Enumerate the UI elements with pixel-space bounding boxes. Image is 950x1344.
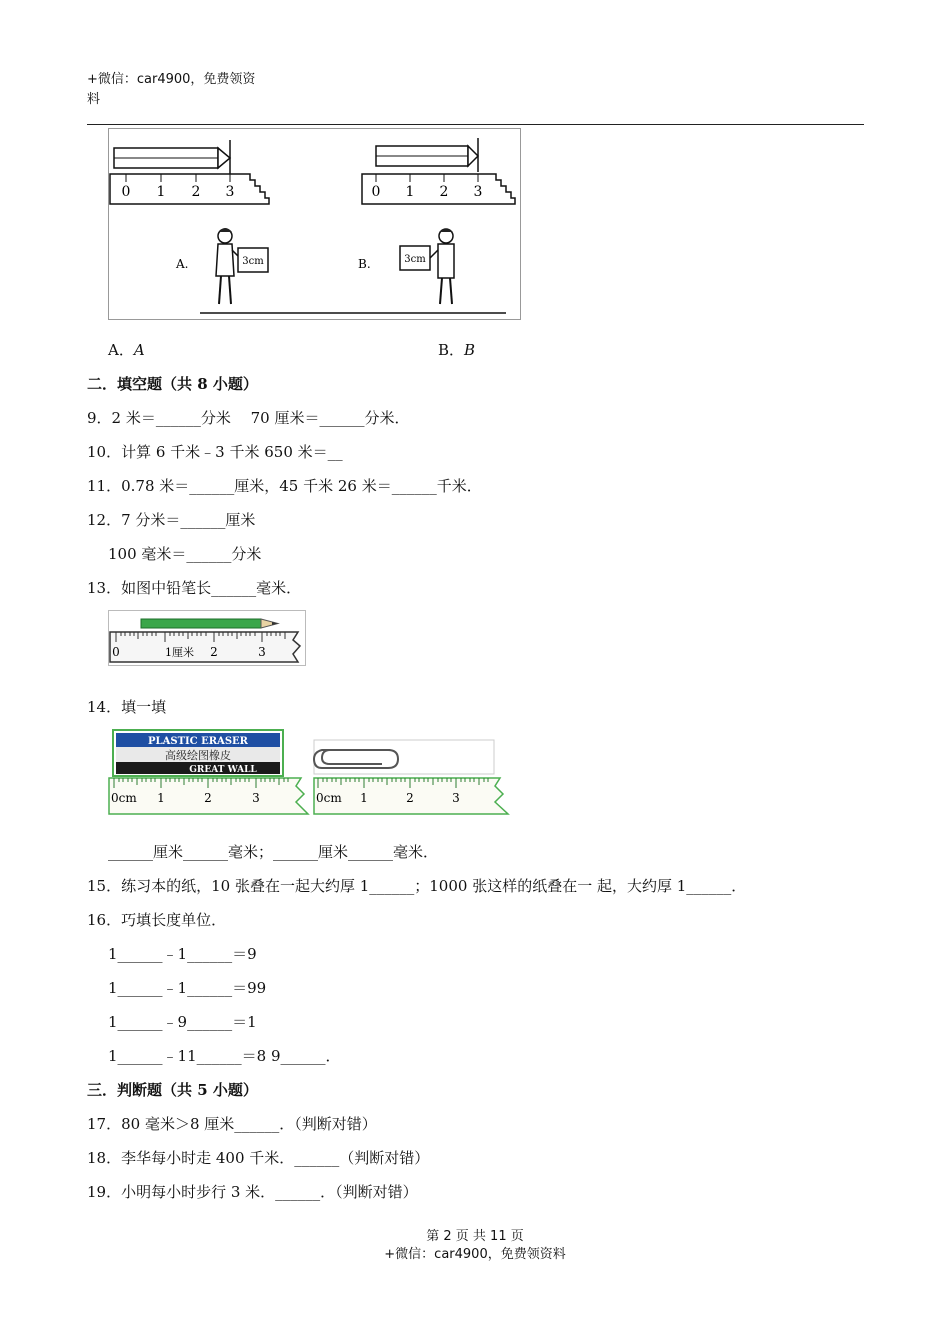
question-16c: 1______﹣9______＝1 <box>108 1013 257 1031</box>
q13-tick-1: 1厘米 <box>165 646 194 659</box>
q13-tick-2: 2 <box>210 645 218 659</box>
question-18: 18．李华每小时走 400 千米．______（判断对错） <box>87 1149 430 1167</box>
q8-left-tick-2: 2 <box>191 184 201 200</box>
q8-right-tick-2: 2 <box>439 184 449 200</box>
q13-ruler <box>110 632 300 662</box>
footer-watermark: +微信：car4900，免费领资料 <box>384 1247 566 1262</box>
question-16d: 1______﹣11______＝8 9______． <box>108 1047 341 1065</box>
header-watermark-line2: 料 <box>87 92 101 107</box>
q8-left-tick-1: 1 <box>156 184 166 200</box>
q14-eraser-line1: PLASTIC ERASER <box>148 736 248 747</box>
question-15: 15．练习本的纸，10 张叠在一起大约厚 1______；1000 张这样的纸叠在一 起，大约厚 1______． <box>87 877 747 895</box>
footer-page-label: 第 2 页 共 11 页 <box>426 1229 524 1244</box>
header-watermark-line1: +微信：car4900，免费领资 <box>87 72 256 87</box>
q14-left-tick-1: 1 <box>157 791 165 805</box>
question-14: 14．填一填 <box>87 698 167 716</box>
q8-board-b: 3cm <box>404 254 426 265</box>
header-watermark <box>87 70 255 110</box>
q14-left-tick-3: 3 <box>252 791 260 805</box>
question-9: 9．2 米＝______分米 70 厘米＝______分米． <box>87 409 410 427</box>
q14-right-tick-2: 2 <box>406 791 414 805</box>
q8-figure <box>108 128 521 320</box>
q8-option-b-letter: B． <box>438 341 465 359</box>
question-17: 17．80 毫米＞8 厘米______．（判断对错） <box>87 1115 377 1133</box>
q14-right-tick-1: 1 <box>360 791 368 805</box>
q8-left-tick-0: 0 <box>121 184 131 200</box>
q8-right-tick-3: 3 <box>473 184 483 200</box>
question-10: 10．计算 6 千米﹣3 千米 650 米＝__ <box>87 443 343 461</box>
q13-tick-0: 0 <box>112 645 120 659</box>
section2-title: 二．填空题（共 8 小题） <box>87 375 258 393</box>
q8-person-b-label: B. <box>358 257 371 271</box>
q8-right-tick-0: 0 <box>371 184 381 200</box>
q14-paperclip <box>314 740 494 774</box>
q8-option-b <box>438 340 475 360</box>
q13-tick-3: 3 <box>258 645 266 659</box>
section3-title: 三．判断题（共 5 小题） <box>87 1081 258 1099</box>
q8-option-b-value: B <box>464 341 476 359</box>
q14-figure <box>108 728 510 816</box>
header-rule <box>87 124 864 125</box>
q8-person-a-label: A. <box>176 257 189 271</box>
q14-eraser <box>113 730 283 776</box>
q8-board-a: 3cm <box>242 256 264 267</box>
question-12a: 12．7 分米＝______厘米 <box>87 511 256 529</box>
q14-left-ruler <box>109 778 308 814</box>
question-13: 13．如图中铅笔长______毫米． <box>87 579 302 597</box>
q14-eraser-line2: 高级绘图橡皮 <box>165 749 231 762</box>
q14-right-tick-3: 3 <box>452 791 460 805</box>
question-19: 19．小明每小时步行 3 米．______．（判断对错） <box>87 1183 418 1201</box>
q13-figure <box>108 610 306 666</box>
q8-left-tick-3: 3 <box>225 184 235 200</box>
q13-pencil <box>141 619 278 628</box>
q8-option-a-letter: A． <box>108 341 134 359</box>
question-14-blanks: ______厘米______毫米；______厘米______毫米． <box>108 843 439 861</box>
q14-eraser-line3: GREAT WALL <box>189 765 257 775</box>
q14-right-ruler <box>314 778 508 814</box>
q8-option-a-value: A <box>133 341 145 359</box>
question-16: 16．巧填长度单位． <box>87 911 227 929</box>
question-12b: 100 毫米＝______分米 <box>108 545 262 563</box>
q8-option-a <box>108 340 145 360</box>
q14-left-tick-0: 0cm <box>111 791 137 805</box>
q8-right-tick-1: 1 <box>405 184 415 200</box>
question-16a: 1______﹣1______＝9 <box>108 945 257 963</box>
question-16b: 1______﹣1______＝99 <box>108 979 267 997</box>
question-11: 11．0.78 米＝______厘米，45 千米 26 米＝______千米． <box>87 477 482 495</box>
q14-right-tick-0: 0cm <box>316 791 342 805</box>
q14-left-tick-2: 2 <box>204 791 212 805</box>
